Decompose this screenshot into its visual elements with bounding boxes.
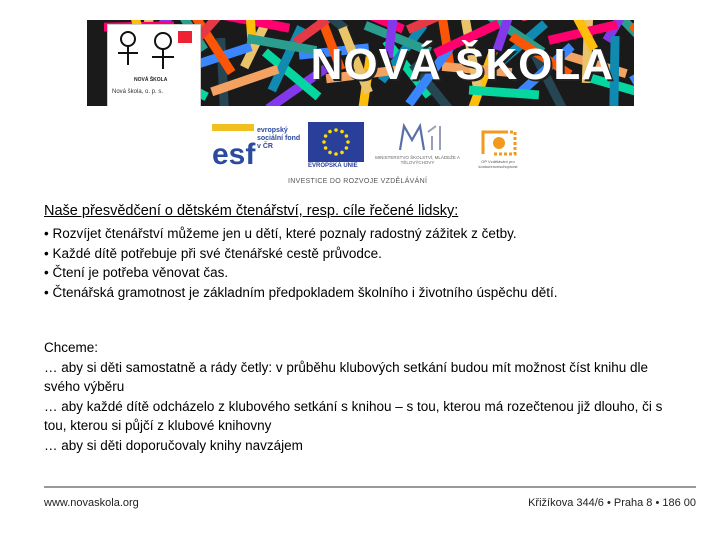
eu-star-icon bbox=[346, 140, 350, 144]
logo-text: NOVÁ ŠKOLA bbox=[134, 77, 168, 83]
list-item: … aby si děti samostatně a rády četly: v průběhu klubových setkání budou mít možnost číst knihu dle svého výběru bbox=[44, 359, 649, 394]
footer-website: www.novaskola.org bbox=[44, 497, 139, 509]
investment-tagline: INVESTICE DO ROZVOJE VZDĚLÁVÁNÍ bbox=[288, 178, 428, 185]
logo-caption: Nová škola, o. p. s. bbox=[112, 89, 164, 95]
esf-text: evropský sociální fond v ČR bbox=[257, 127, 301, 150]
eu-label: EVROPSKÁ UNIE bbox=[308, 163, 358, 169]
footer-address: Křižíkova 344/6 • Praha 8 • 186 00 bbox=[528, 497, 696, 509]
eu-star-icon bbox=[345, 146, 349, 150]
pencil-shape bbox=[629, 42, 634, 85]
nova-skola-banner bbox=[87, 20, 634, 106]
banner-title: NOVÁ ŠKOLA bbox=[310, 40, 614, 89]
op-label: OP Vzdělávání pro konkurenceschopnost bbox=[478, 159, 518, 169]
esf-mark: esf bbox=[212, 138, 256, 171]
wishes-title: Chceme: bbox=[44, 340, 99, 355]
esf-mark-icon bbox=[210, 122, 256, 172]
msmt-label: MINISTERSTVO ŠKOLSTVÍ, MLÁDEŽE A TĚLOVÝCHOVY bbox=[375, 155, 460, 165]
msmt-mark-icon bbox=[370, 122, 465, 154]
eu-funding-logos bbox=[210, 122, 530, 192]
msmt-logo bbox=[370, 122, 465, 172]
esf-logo bbox=[210, 122, 302, 172]
list-item: • Čtení je potřeba věnovat čas. bbox=[44, 265, 229, 280]
eu-star-icon bbox=[324, 134, 328, 138]
eu-star-icon bbox=[334, 128, 338, 132]
eu-star-icon bbox=[328, 130, 332, 134]
eu-star-icon bbox=[340, 130, 344, 134]
list-item: … aby si děti doporučovaly knihy navzájem bbox=[44, 437, 303, 453]
eu-star-icon bbox=[322, 140, 326, 144]
page-heading: Naše přesvědčení o dětském čtenářství, resp. cíle řečené lidsky: bbox=[44, 203, 459, 219]
list-item: • Čtenářská gramotnost je základním předpokladem školního i životního úspěchu dětí. bbox=[44, 284, 558, 300]
eu-star-icon bbox=[345, 134, 349, 138]
wishes-section bbox=[44, 338, 684, 455]
eu-star-icon bbox=[324, 146, 328, 150]
op-mark-icon bbox=[475, 124, 525, 160]
eu-star-icon bbox=[334, 152, 338, 156]
list-item: … aby každé dítě odcházelo z klubového setkání s knihou – s tou, kterou má rozečtenou již dlouho, či s tou, kterou si půjčí z klubové knihovny bbox=[44, 398, 663, 433]
eu-flag-icon bbox=[308, 122, 364, 162]
beliefs-list bbox=[44, 224, 684, 302]
eu-star-icon bbox=[328, 151, 332, 155]
list-item: • Každé dítě potřebuje při své čtenářské cestě průvodce. bbox=[44, 245, 382, 261]
eu-star-icon bbox=[340, 151, 344, 155]
children-drawing-icon bbox=[108, 25, 200, 75]
list-item: • Rozvíjet čtenářství můžeme jen u dětí, které poznaly radostný zážitek z četby. bbox=[44, 226, 517, 241]
footer-divider bbox=[44, 486, 696, 488]
nova-skola-logo bbox=[107, 24, 201, 106]
